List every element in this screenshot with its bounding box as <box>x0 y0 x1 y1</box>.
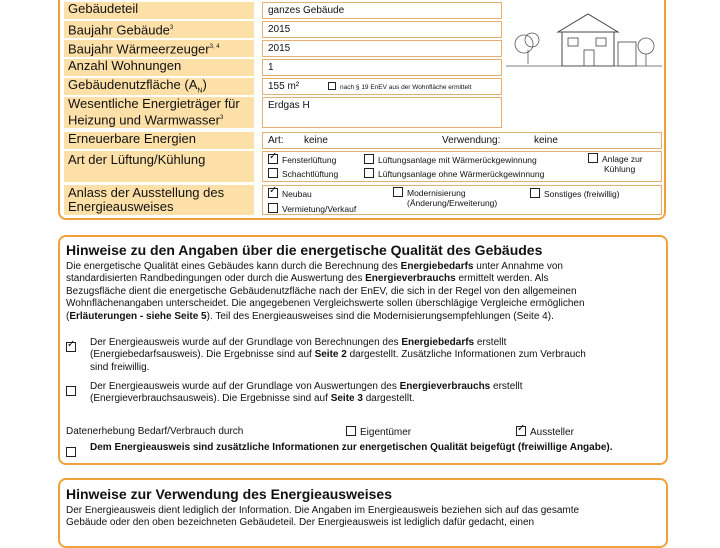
checkbox-box[interactable] <box>588 153 598 163</box>
checkbox-neubau[interactable]: ✓Neubau <box>268 188 312 199</box>
checkbox-kuehlung[interactable]: Anlage zur Kühlung <box>588 153 643 174</box>
option-bedarfsausweis-text: Der Energieausweis wurde auf der Grundlage von Berechnungen des Energiebedarfs erstellt (Energiebedarfsausweis). Die Ergebnisse sind auf Seite 2 dargestellt. Zusätzliche Informationen zum Verbrauch sind freiwillig. <box>90 337 586 373</box>
checkbox-box-checked[interactable] <box>268 188 278 198</box>
checkbox-box[interactable] <box>346 426 356 436</box>
value-energietraeger: Erdgas H <box>268 100 310 111</box>
label-anzahl-wohnungen: Anzahl Wohnungen <box>64 59 254 76</box>
value-cell-wohnungen <box>262 59 502 76</box>
checkbox-aussteller[interactable]: ✓ Aussteller <box>516 426 574 439</box>
house-sketch-icon <box>506 2 662 72</box>
checkbox-sonstiges[interactable]: Sonstiges (freiwillig) <box>530 188 620 199</box>
checkbox-box-checked[interactable] <box>516 426 526 436</box>
checkbox-modernisierung[interactable]: Modernisierung (Änderung/Erweiterung) <box>393 187 497 208</box>
value-cell-waermeerzeuger <box>262 40 502 57</box>
checkbox-lueftung-ohne-wrg[interactable]: Lüftungsanlage ohne Wärmerückgewinnung <box>364 168 544 179</box>
value-baujahr-gebaeude: 2015 <box>268 24 291 35</box>
checkbox-box[interactable] <box>364 154 374 164</box>
checkbox-vermietung[interactable]: Vermietung/Verkauf <box>268 203 356 214</box>
erneuerbare-art-label: Art: <box>268 135 284 146</box>
option-verbrauchsausweis-text: Der Energieausweis wurde auf der Grundlage von Auswertungen des Energieverbrauchs erstellt (Energieverbrauchsausweis). Die Ergebnisse sind auf Seite 3 dargestellt. <box>90 381 523 405</box>
zusatzinfo-text: Dem Energieausweis sind zusätzliche Informationen zur energetischen Qualität beigefügt (freiwillige Angabe). <box>90 442 613 453</box>
hinweise-verwendung-text: Der Energieausweis dient lediglich der Information. Die Angaben im Energieausweis beziehen sich auf das gesamte Gebäude oder den oben bezeichneten Gebäudeteil. Der Energieausweis ist lediglich dafür gedacht, einen <box>66 505 580 529</box>
checkbox-bedarfsausweis[interactable] <box>66 338 80 356</box>
label-erneuerbare-energien: Erneuerbare Energien <box>64 132 254 149</box>
datenerhebung-label: Datenerhebung Bedarf/Verbrauch durch <box>66 426 244 437</box>
checkbox-nutzflaeche-wohnflaeche[interactable]: nach § 19 EnEV aus der Wohnfläche ermittelt <box>328 82 471 92</box>
value-cell-baujahr <box>262 21 502 38</box>
erneuerbare-verwendung-value: keine <box>534 135 558 146</box>
checkbox-box[interactable] <box>364 168 374 178</box>
checkbox-box[interactable] <box>268 203 278 213</box>
checkbox-zusatzinfo[interactable] <box>66 443 80 461</box>
label-energietraeger: Wesentliche Energieträger für Heizung und Warmwasser$^3$ <box>64 97 254 128</box>
label-gebaeudeteil: Gebäudeteil <box>64 2 254 19</box>
label-lueftung: Art der Lüftung/Kühlung <box>64 151 254 182</box>
value-anzahl-wohnungen: 1 <box>268 62 274 73</box>
checkbox-box[interactable] <box>268 168 278 178</box>
checkbox-box-checked[interactable] <box>268 154 278 164</box>
checkbox-box[interactable] <box>530 188 540 198</box>
label-baujahr-gebaeude: Baujahr Gebäude$^3$ <box>64 21 254 38</box>
value-gebaeudenutzflaeche: 155 m² <box>268 81 300 92</box>
label-anlass: Anlass der Ausstellung des Energieausweises <box>64 185 254 215</box>
checkbox-box[interactable] <box>393 187 403 197</box>
checkbox-verbrauchsausweis[interactable] <box>66 382 80 400</box>
checkbox-box[interactable] <box>66 386 76 396</box>
hinweise-intro: Die energetische Qualität eines Gebäudes kann durch die Berechnung des Energiebedarfs unter Annahme von standardisierten Randbedingungen oder durch die Auswertung des Energieverbrauchs ermittelt werden. Als Bezugsfläche dient die energetische Gebäudenutzfläche nach der EnEV, die sich in der Regel von den allgemeinen Wohnflächenangaben unterscheidet. Die angegebenen Vergleichswerte sollen überschlägige Vergleiche ermöglichen (Erläuterungen - siehe Seite 5). Teil des Energieausweises sind die Modernisierungsempfehlungen (Seite 4). <box>66 261 585 322</box>
hinweise-angaben-title: Hinweise zu den Angaben über die energetische Qualität des Gebäudes <box>66 242 543 258</box>
value-baujahr-waermeerzeuger: 2015 <box>268 43 291 54</box>
checkbox-schachtlueftung[interactable]: Schachtlüftung <box>268 168 338 179</box>
label-baujahr-waermeerzeuger: Baujahr Wärmeerzeuger$^{3, 4}$ <box>64 40 254 57</box>
hinweise-verwendung-title: Hinweise zur Verwendung des Energieausweises <box>66 486 393 502</box>
erneuerbare-art-value: keine <box>304 135 328 146</box>
checkbox-box[interactable] <box>66 447 76 457</box>
checkbox-fensterlueftung[interactable]: ✓ Fensterlüftung <box>268 154 336 165</box>
label-gebaeudenutzflaeche: Gebäudenutzfläche $(A_N)$ <box>64 78 254 95</box>
building-photo <box>506 2 662 72</box>
checkbox-box-checked[interactable] <box>66 342 76 352</box>
erneuerbare-verwendung-label: Verwendung: <box>442 135 501 146</box>
checkbox-eigentuemer[interactable]: Eigentümer <box>346 426 411 439</box>
checkbox-lueftung-mit-wrg[interactable]: Lüftungsanlage mit Wärmerückgewinnung <box>364 154 537 165</box>
checkbox-box[interactable] <box>328 82 336 90</box>
value-gebaeudeteil: ganzes Gebäude <box>268 5 345 16</box>
